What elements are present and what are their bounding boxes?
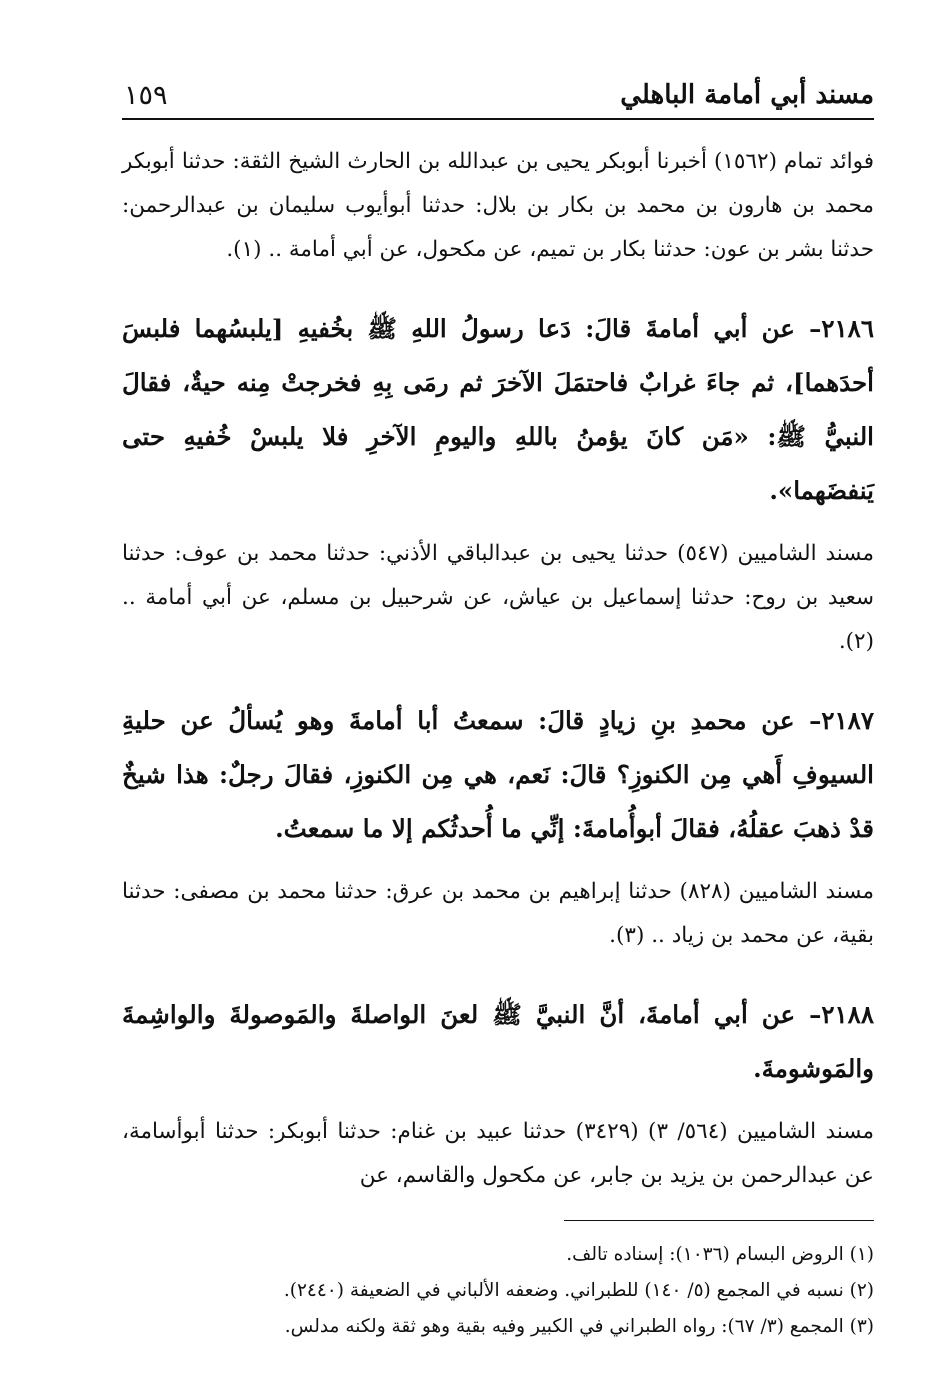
footnote: (١) الروض البسام (١٠٣٦): إسناده تالف. — [566, 1244, 874, 1265]
main-text — [122, 140, 874, 1198]
hadith-number: ٢١٨٧ — [821, 706, 874, 735]
hadith-paragraph: ٢١٨٧– عن محمدِ بنِ زيادٍ قالَ: سمعتُ أبا أمامةَ وهو يُسألُ عن حليةِ السيوفِ أَهي مِن الكنوزِ؟ قالَ: نَعم، هي مِن الكنوزِ، فقالَ رجلٌ: هذا شيخٌ قدْ ذهبَ عقلُهُ، فقالَ أبوأُمامةَ: إنِّي ما أُحدثُكم إلا ما سمعتُ. — [122, 706, 874, 843]
source-paragraph: مسند الشاميين (٥٦٤/ ٣) (٣٤٢٩) حدثنا عبيد بن غنام: حدثنا أبوبكر: حدثنا أبوأسامة، عن عبدالرحمن بن يزيد بن جابر، عن مكحول والقاسم، عن — [122, 1119, 875, 1188]
running-header — [122, 78, 874, 120]
source-paragraph: مسند الشاميين (٥٤٧) حدثنا يحيى بن عبدالباقي الأذني: حدثنا محمد بن عوف: حدثنا سعيد بن روح: حدثنا إسماعيل بن عياش، عن شرحبيل بن مسلم، عن أبي أمامة .. (٢). — [122, 541, 874, 654]
hadith-text: عن محمدِ بنِ زيادٍ قالَ: سمعتُ أبا أمامةَ وهو يُسألُ عن حليةِ السيوفِ أَهي مِن الكنوزِ؟ قالَ: نَعم، هي مِن الكنوزِ، فقالَ رجلٌ: هذا شيخٌ قدْ ذهبَ عقلُهُ، فقالَ أبوأُمامةَ: إنِّي ما أُحدثُكم إلا ما سمعتُ. — [122, 706, 874, 843]
footnote: (٢) نسبه في المجمع (٥/ ١٤٠) للطبراني. وضعفه الألباني في الضعيفة (٢٤٤٠). — [283, 1280, 874, 1301]
hadith-number: ٢١٨٦ — [821, 314, 874, 343]
hadith-text: عن أبي أمامةَ قالَ: دَعا رسولُ اللهِ ﷺ بخُفيهِ [يلبسُهما فلبسَ أحدَهما]، ثم جاءَ غرابٌ فاحتمَلَ الآخرَ ثم رمَى بِهِ فخرجتْ مِنه حيةٌ، فقالَ النبيُّ ﷺ: «مَن كانَ يؤمنُ باللهِ واليومِ الآخرِ فلا يلبسْ خُفيهِ حتى يَنفضَهما». — [122, 314, 874, 505]
footnote: (٣) المجمع (٣/ ٦٧): رواه الطبراني في الكبير وفيه بقية وهو ثقة ولكنه مدلس. — [284, 1316, 874, 1337]
source-paragraph: مسند الشاميين (٨٢٨) حدثنا إبراهيم بن محمد بن عرق: حدثنا محمد بن مصفى: حدثنا بقية، عن محمد بن زياد .. (٣). — [122, 879, 874, 948]
hadith-paragraph: ٢١٨٦– عن أبي أمامةَ قالَ: دَعا رسولُ اللهِ ﷺ بخُفيهِ [يلبسُهما فلبسَ أحدَهما]، ثم جاءَ غرابٌ فاحتمَلَ الآخرَ ثم رمَى بِهِ فخرجتْ مِنه حيةٌ، فقالَ النبيُّ ﷺ: «مَن كانَ يؤمنُ باللهِ واليومِ الآخرِ فلا يلبسْ خُفيهِ حتى يَنفضَهما». — [122, 314, 874, 505]
source-paragraph: فوائد تمام (١٥٦٢) أخبرنا أبوبكر يحيى بن عبدالله بن الحارث الشيخ الثقة: حدثنا أبوبكر محمد بن هارون بن محمد بن بكار بن بلال: حدثنا أبوأيوب سليمان بن عبدالرحمن: حدثنا بشر بن عون: حدثنا بكار بن تميم، عن مكحول، عن أبي أمامة .. (١). — [122, 149, 874, 262]
page-number: ١٥٩ — [124, 80, 168, 111]
book-page — [122, 78, 874, 1338]
hadith-paragraph: ٢١٨٨– عن أبي أمامةَ، أنَّ النبيَّ ﷺ لعنَ الواصلةَ والمَوصولةَ والواشِمةَ والمَوشومةَ. — [122, 1000, 874, 1083]
footnotes — [122, 1237, 874, 1345]
hadith-text: عن أبي أمامةَ، أنَّ النبيَّ ﷺ لعنَ الواصلةَ والمَوصولةَ والواشِمةَ والمَوشومةَ. — [122, 1000, 874, 1083]
book-title: مسند أبي أمامة الباهلي — [620, 80, 874, 110]
hadith-number: ٢١٨٨ — [821, 1000, 874, 1029]
footnote-separator — [564, 1220, 874, 1221]
